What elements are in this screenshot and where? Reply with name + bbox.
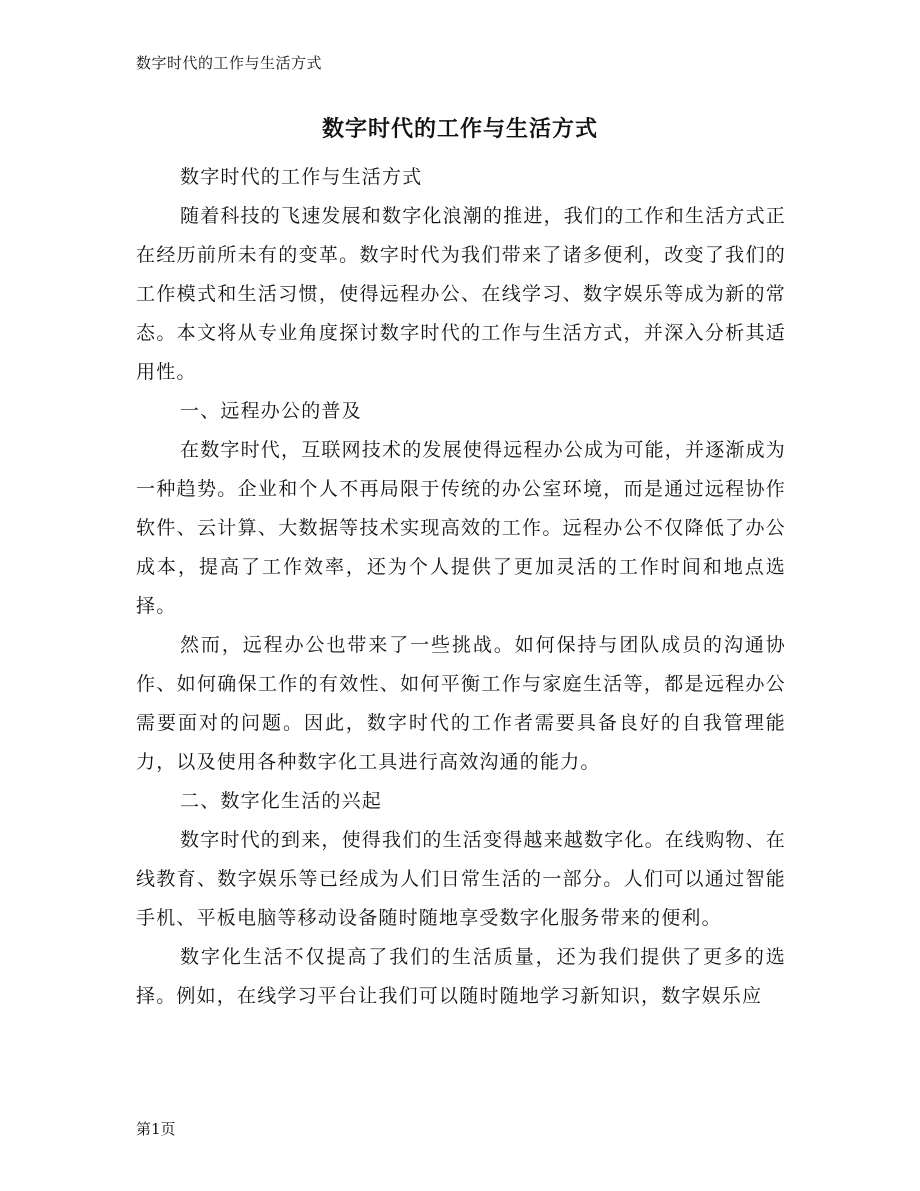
paragraph-digital-life: 数字时代的到来，使得我们的生活变得越来越数字化。在线购物、在线教育、数字娱乐等已经成为人们日常生活的一部分。人们可以通过智能手机、平板电脑等移动设备随时随地享受数字化服务带来的便利。 (136, 829, 787, 929)
page-number: 第1页 (136, 1120, 176, 1138)
paragraph-intro: 随着科技的飞速发展和数字化浪潮的推进，我们的工作和生活方式正在经历前所未有的变革。数字时代为我们带来了诸多便利，改变了我们的工作模式和生活习惯，使得远程办公、在线学习、数字娱乐等成为新的常态。本文将从专业角度探讨数字时代的工作与生活方式，并深入分析其适用性。 (136, 205, 787, 383)
document-body (136, 158, 786, 1016)
paragraph-digital-benefits: 数字化生活不仅提高了我们的生活质量，还为我们提供了更多的选择。例如，在线学习平台让我们可以随时随地学习新知识，数字娱乐应 (136, 946, 786, 1007)
paragraph-remote-challenges: 然而，远程办公也带来了一些挑战。如何保持与团队成员的沟通协作、如何确保工作的有效性、如何平衡工作与家庭生活等，都是远程办公需要面对的问题。因此，数字时代的工作者需要具备良好的自我管理能力，以及使用各种数字化工具进行高效沟通的能力。 (136, 634, 786, 773)
document-title: 数字时代的工作与生活方式 (321, 116, 598, 142)
section-heading-digital-life: 二、数字化生活的兴起 (180, 790, 383, 812)
paragraph-subtitle: 数字时代的工作与生活方式 (180, 166, 423, 188)
running-header: 数字时代的工作与生活方式 (136, 54, 323, 72)
paragraph-remote-work: 在数字时代，互联网技术的发展使得远程办公成为可能，并逐渐成为一种趋势。企业和个人不再局限于传统的办公室环境，而是通过远程协作软件、云计算、大数据等技术实现高效的工作。远程办公不仅降低了办公成本，提高了工作效率，还为个人提供了更加灵活的工作时间和地点选择。 (136, 439, 787, 617)
section-heading-remote-work: 一、远程办公的普及 (180, 400, 362, 422)
